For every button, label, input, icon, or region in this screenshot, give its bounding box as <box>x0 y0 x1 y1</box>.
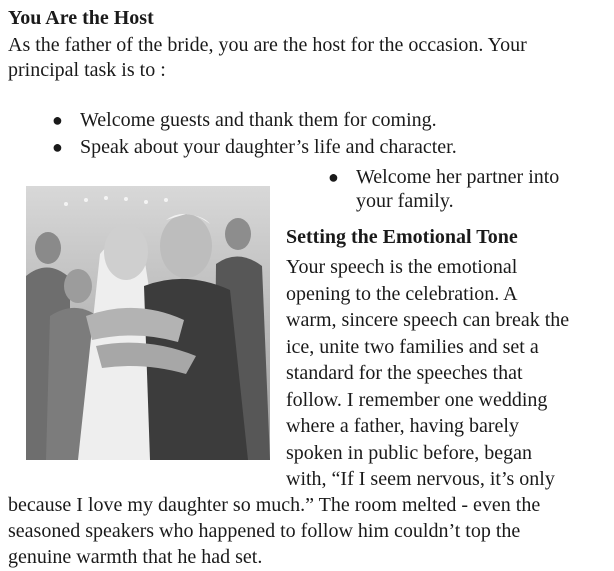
bullet-icon: ● <box>52 137 63 157</box>
body-line: standard for the speeches that <box>286 362 523 384</box>
body-line: genuine warmth that he had set. <box>8 546 263 568</box>
body-line: with, “If I seem nervous, it’s only <box>286 468 555 490</box>
body-line: where a father, having barely <box>286 415 519 437</box>
document-page: You Are the Host As the father of the bride, you are the host for the occasion. Your principal task is to : ● Welcome guests and thank them for coming. ● Speak about your daughter’s life and character. ● Welcome her partner into your family. Setting the Emotional Tone Your speech is the emotional opening to the celebration. A warm, sincere speech can break the ice, unite two families and set a standard for the speeches that follow. I remember one wedding where a father, having barely spoken in public before, began with, “If I seem nervous, it’s only because I love my daughter so much.” The room melted - even the seasoned speakers who happened to follow him couldn’t top the genuine warmth that he had set. <box>0 0 614 569</box>
body-line: ice, unite two families and set a <box>286 336 539 358</box>
bullet-icon: ● <box>52 110 63 130</box>
body-line: follow. I remember one wedding <box>286 389 548 411</box>
body-line: Your speech is the emotional <box>286 256 518 278</box>
section-heading-host: You Are the Host <box>8 7 154 29</box>
intro-line: As the father of the bride, you are the host for the occasion. Your <box>8 34 527 56</box>
body-line: seasoned speakers who happened to follow him couldn’t top the <box>8 520 521 542</box>
body-line: spoken in public before, began <box>286 442 533 464</box>
section-heading-emotional-tone: Setting the Emotional Tone <box>286 226 518 248</box>
body-line: warm, sincere speech can break the <box>286 309 570 331</box>
body-line: opening to the celebration. A <box>286 283 518 305</box>
bullet-icon: ● <box>328 167 339 187</box>
father-daughter-hug-image <box>26 186 270 460</box>
intro-line: principal task is to : <box>8 59 166 81</box>
body-line: because I love my daughter so much.” The room melted - even the <box>8 494 541 516</box>
